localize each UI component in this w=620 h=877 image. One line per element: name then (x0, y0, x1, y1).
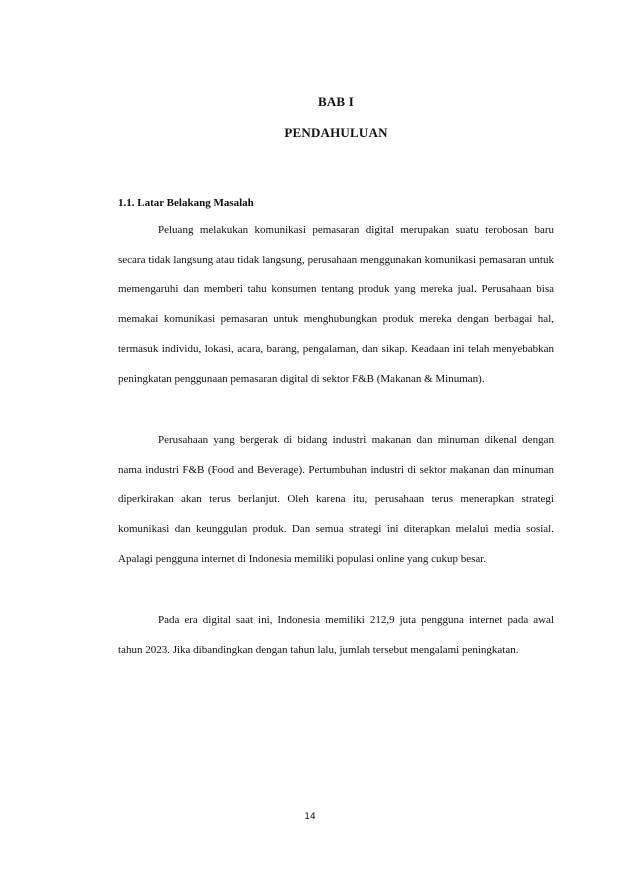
section-heading: 1.1. Latar Belakang Masalah (118, 197, 254, 209)
page-number: 14 (304, 812, 316, 822)
chapter-title: PENDAHULUAN (284, 125, 388, 140)
body-paragraph: Perusahaan yang bergerak di bidang industri makanan dan minuman dikenal dengan nama industri F&B (Food and Beverage). Pertumbuhan industri di sektor makanan dan minuman diperkirakan akan terus berlanjut. Oleh karena itu, perusahaan terus menerapkan strategi komunikasi dan keunggulan produk. Dan semua strategi ini diterapkan melalui media sosial. Apalagi pengguna internet di Indonesia memiliki populasi online yang cukup besar. (118, 434, 554, 565)
body-paragraph: Peluang melakukan komunikasi pemasaran digital merupakan suatu terobosan baru secara tidak langsung atau tidak langsung, perusahaan menggunakan komunikasi pemasaran untuk memengaruhi dan memberi tahu konsumen tentang produk yang mereka jual. Perusahaan bisa memakai komunikasi pemasaran untuk menghubungkan produk mereka dengan berbagai hal, termasuk individu, lokasi, acara, barang, pengalaman, dan sikap. Keadaan ini telah menyebabkan peningkatan penggunaan pemasaran digital di sektor F&B (Makanan & Minuman). (118, 224, 554, 385)
body-paragraph: Pada era digital saat ini, Indonesia memiliki 212,9 juta pengguna internet pada awal tahun 2023. Jika dibandingkan dengan tahun lalu, jumlah tersebut mengalami peningkatan. (118, 614, 554, 656)
chapter-label: BAB I (317, 94, 355, 109)
